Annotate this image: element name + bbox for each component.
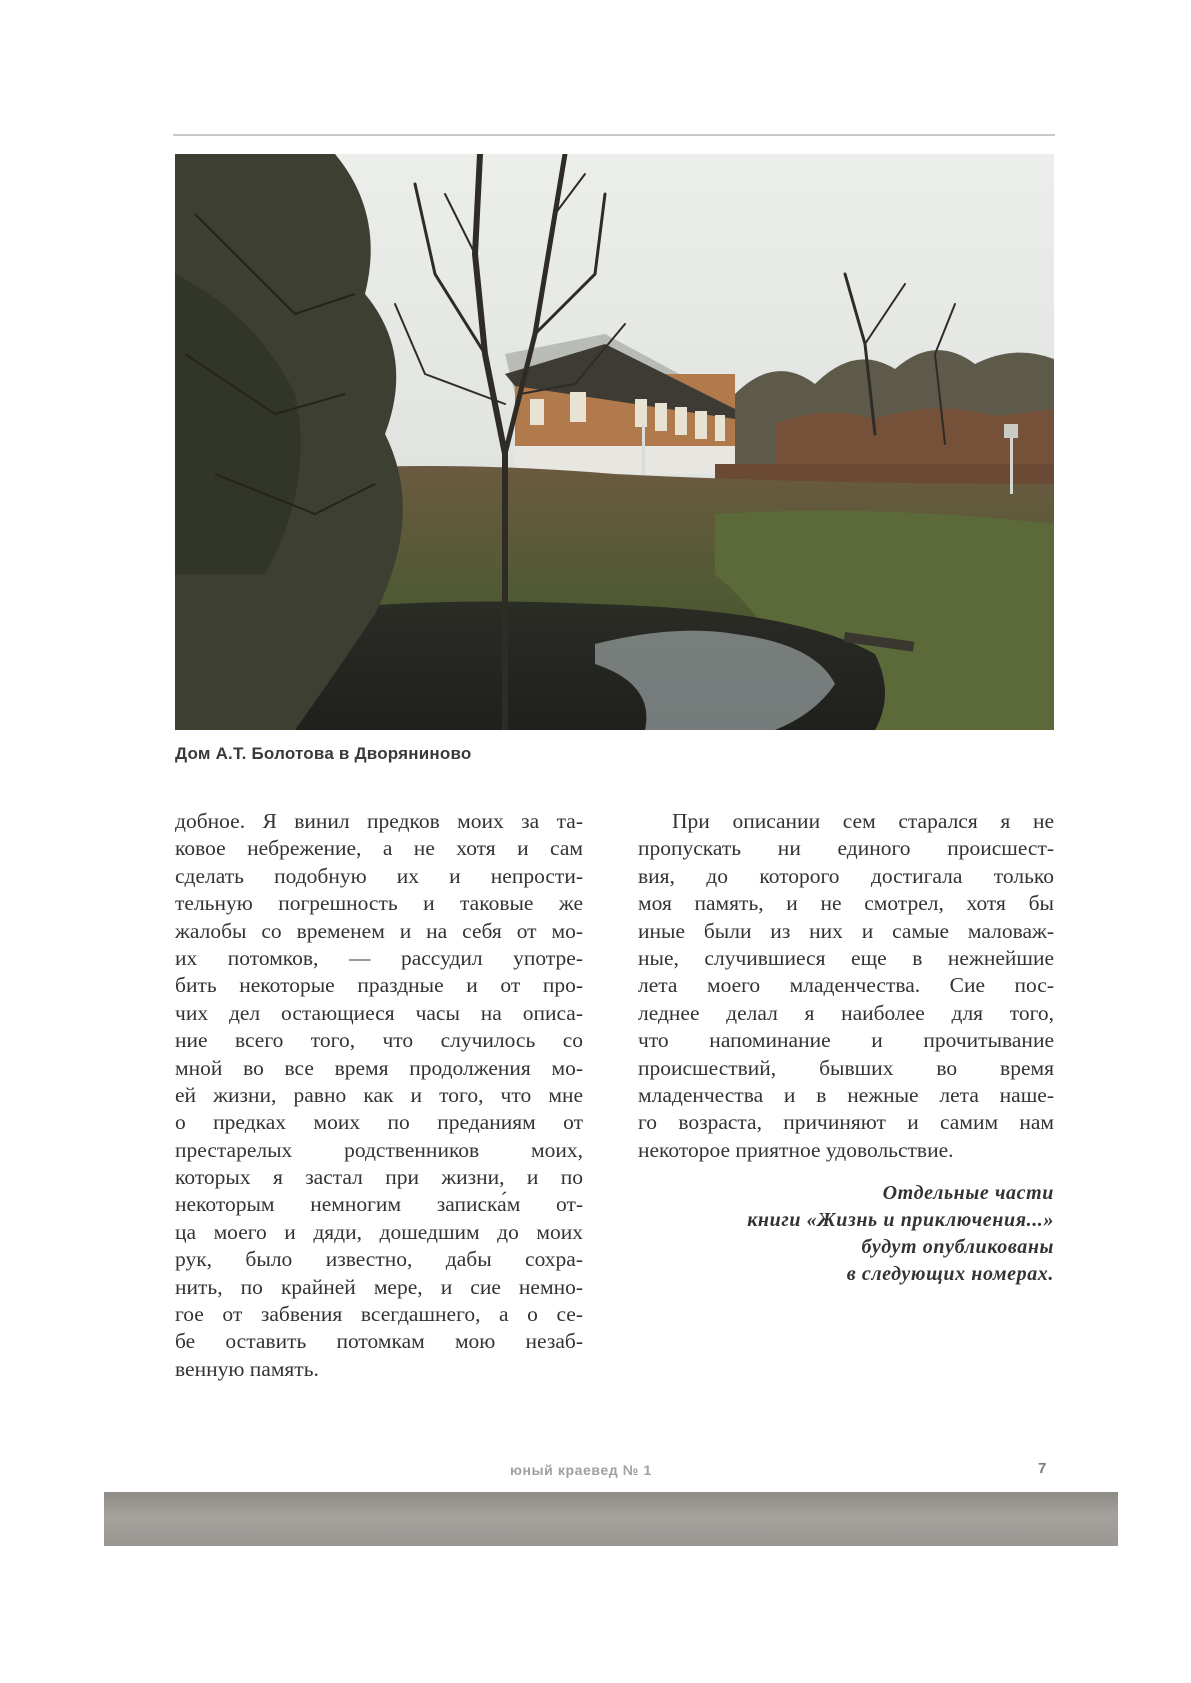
page-number: 7 [1038, 1460, 1047, 1477]
text-line: рук, было известно, дабы сохра- [175, 1247, 583, 1272]
text-line: ковое небрежение, а не хотя и сам [175, 836, 583, 861]
text-line: их потомков, — рассудил употре- [175, 945, 583, 970]
text-line: некоторое приятное удовольствие. [638, 1137, 954, 1162]
text-line: что напоминание и прочитывание [638, 1028, 1054, 1053]
text-column-left [175, 808, 583, 1383]
text-line: мной во все время продолжения мо- [175, 1055, 583, 1080]
text-line: о предках моих по преданиям от [175, 1110, 583, 1135]
text-line: происшествий, бывших во время [638, 1055, 1054, 1080]
text-line: бе оставить потомкам мою незаб- [175, 1329, 583, 1354]
text-line: некоторым немногим записка́м от- [175, 1192, 583, 1217]
text-line: ние всего того, что случилось со [175, 1028, 583, 1053]
text-line: иные были из них и самые маловаж- [638, 918, 1054, 943]
text-line: венную память. [175, 1356, 319, 1381]
note-line: Отдельные части [882, 1182, 1054, 1204]
text-line: ные, случившиеся еще в нежнейшие [638, 945, 1054, 970]
text-line: пропускать ни единого происшест- [638, 836, 1054, 861]
text-line: ей жизни, равно как и того, что мне [175, 1082, 583, 1107]
text-line: ца моего и дяди, дошедшим до моих [175, 1219, 583, 1244]
text-line: сделать подобную их и непрости- [175, 863, 583, 888]
text-line: При описании сем старался я не [672, 809, 1054, 833]
continuation-note [638, 1180, 1054, 1288]
photo-caption: Дом А.Т. Болотова в Дворяниново [175, 744, 472, 763]
note-line: книги «Жизнь и приключения...» [747, 1209, 1054, 1231]
text-line: тельную погрешность и таковые же [175, 891, 583, 916]
text-line: престарелых родственников моих, [175, 1137, 583, 1162]
text-line: моя память, и не смотрел, хотя бы [638, 891, 1054, 916]
note-line: в следующих номерах. [846, 1263, 1054, 1285]
top-rule [173, 134, 1055, 136]
text-line: младенчества и в нежные лета наше- [638, 1082, 1054, 1107]
photo-bolotov-house [175, 154, 1054, 730]
scan-bottom-band [104, 1492, 1118, 1546]
footer-magazine-title: юный краевед № 1 [510, 1462, 652, 1478]
text-line: леднее делал я наиболее для того, [638, 1000, 1054, 1025]
text-line: лета моего младенчества. Сие пос- [638, 973, 1054, 998]
text-line: жалобы со временем и на себя от мо- [175, 918, 583, 943]
text-column-right [638, 808, 1054, 1164]
text-line: нить, по крайней мере, и сие немно- [175, 1274, 583, 1299]
text-line: бить некоторые праздные и от про- [175, 973, 583, 998]
text-line: гое от забвения всегдашнего, а о се- [175, 1302, 583, 1327]
note-line: будут опубликованы [861, 1236, 1054, 1258]
text-line: го возраста, причиняют и самим нам [638, 1110, 1054, 1135]
text-line: чих дел остающиеся часы на описа- [175, 1000, 583, 1025]
text-line: вия, до которого достигала только [638, 863, 1054, 888]
text-line: добное. Я винил предков моих за та- [175, 809, 583, 833]
text-line: которых я застал при жизни, и по [175, 1165, 583, 1190]
